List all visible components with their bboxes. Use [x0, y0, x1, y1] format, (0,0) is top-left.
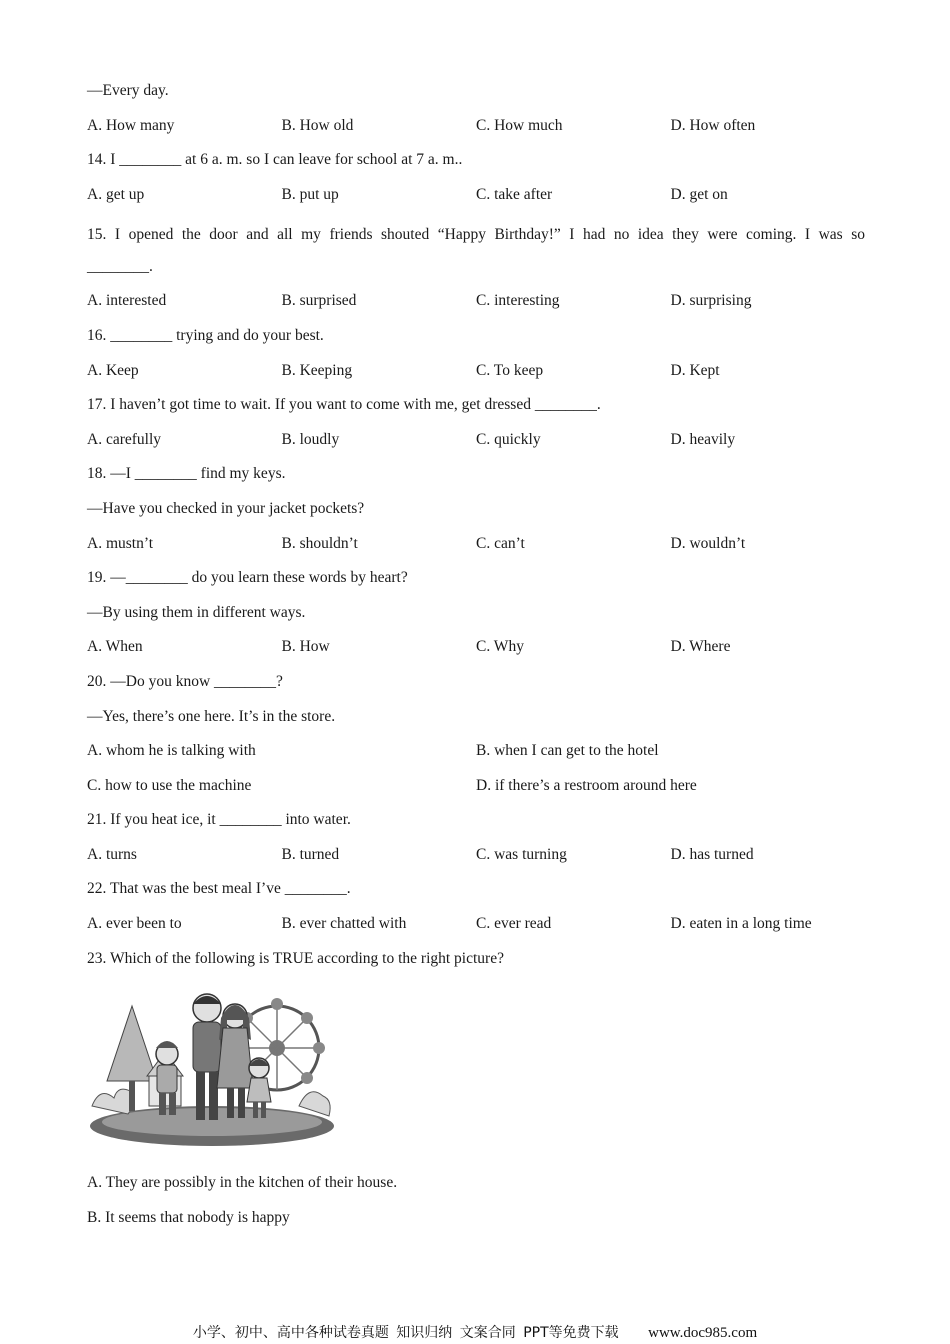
option-d: D. wouldn’t: [670, 534, 746, 552]
option-c: C. take after: [476, 185, 553, 203]
option-a: A. They are possibly in the kitchen of their house.: [87, 1174, 398, 1192]
options-q13: [87, 113, 865, 148]
option-a: A. ever been to: [87, 915, 182, 933]
option-a: A. turns: [87, 845, 137, 863]
question-20-reply: —Yes, there’s one here. It’s in the store.: [87, 707, 336, 725]
option-a: A. get up: [87, 185, 145, 203]
option-b: B. when I can get to the hotel: [476, 742, 659, 760]
option-a: A. carefully: [87, 430, 162, 448]
option-c: C. quickly: [476, 430, 541, 448]
options-q21: [87, 842, 865, 877]
option-c: C. ever read: [476, 915, 552, 933]
option-d: D. has turned: [670, 845, 754, 863]
options-q18: [87, 531, 865, 566]
option-a: A. interested: [87, 292, 167, 310]
option-c: C. how to use the machine: [87, 776, 252, 794]
option-d: D. heavily: [670, 430, 736, 448]
option-c: C. interesting: [476, 292, 560, 310]
option-b: B. turned: [281, 845, 340, 863]
option-c: C. How much: [476, 116, 563, 134]
option-b: B. loudly: [281, 430, 340, 448]
question-22: 22. That was the best meal I’ve ________.: [87, 880, 351, 898]
option-c: C. Why: [476, 638, 524, 656]
option-d: D. Kept: [670, 361, 720, 379]
option-c: C. To keep: [476, 361, 544, 379]
option-a: A. mustn’t: [87, 534, 154, 552]
option-b: B. How: [281, 638, 330, 656]
option-a: A. whom he is talking with: [87, 742, 256, 760]
question-16: 16. ________ trying and do your best.: [87, 326, 324, 344]
question-14: 14. I ________ at 6 a. m. so I can leave for school at 7 a. m..: [87, 151, 463, 169]
option-b: B. It seems that nobody is happy: [87, 1208, 290, 1226]
option-d: D. eaten in a long time: [670, 915, 812, 933]
option-d: D. if there’s a restroom around here: [476, 776, 697, 794]
option-a: A. Keep: [87, 361, 139, 379]
options-q15: [87, 288, 865, 323]
options-q14: [87, 182, 865, 217]
question-20: 20. —Do you know ________?: [87, 672, 283, 690]
option-a: A. When: [87, 638, 143, 656]
option-c: C. can’t: [476, 534, 525, 552]
question-15: 15. I opened the door and all my friends shouted “Happy Birthday!” I had no idea they were coming. I was so: [87, 226, 865, 244]
option-b: B. How old: [281, 116, 354, 134]
option-b: B. put up: [281, 185, 339, 203]
question-19: 19. —________ do you learn these words by heart?: [87, 569, 408, 587]
question-21: 21. If you heat ice, it ________ into water.: [87, 811, 351, 829]
option-d: D. get on: [670, 185, 728, 203]
page-footer: [0, 1322, 950, 1342]
options-q17: [87, 427, 865, 462]
option-b: B. surprised: [281, 292, 357, 310]
question-17: 17. I haven’t got time to wait. If you want to come with me, get dressed ________.: [87, 396, 601, 414]
exam-page: [87, 78, 865, 1239]
question-23: 23. Which of the following is TRUE according to the right picture?: [87, 949, 504, 967]
footer-text: 小学、初中、高中各种试卷真题 知识归纳 文案合同 PPT等免费下载: [192, 1325, 619, 1341]
option-b: B. ever chatted with: [281, 915, 407, 933]
footer-url[interactable]: www.doc985.com: [648, 1325, 758, 1341]
option-d: D. How often: [670, 116, 756, 134]
question-19-reply: —By using them in different ways.: [87, 603, 306, 621]
option-d: D. Where: [670, 638, 731, 656]
question-18-reply: —Have you checked in your jacket pockets?: [87, 499, 365, 517]
option-b: B. shouldn’t: [281, 534, 358, 552]
question-18: 18. —I ________ find my keys.: [87, 465, 286, 483]
answer-line: —Every day.: [87, 82, 169, 99]
question-15-cont: ________.: [87, 258, 153, 276]
options-q16: [87, 358, 865, 393]
options-q19: [87, 634, 865, 669]
option-d: D. surprising: [670, 292, 752, 310]
option-a: A. How many: [87, 116, 175, 134]
option-c: C. was turning: [476, 845, 567, 863]
options-q22: [87, 911, 865, 946]
options-q20-row1: [87, 738, 865, 773]
options-q20-row2: [87, 773, 865, 808]
family-amusement-park-illustration: [87, 986, 337, 1151]
option-b: B. Keeping: [281, 361, 353, 379]
